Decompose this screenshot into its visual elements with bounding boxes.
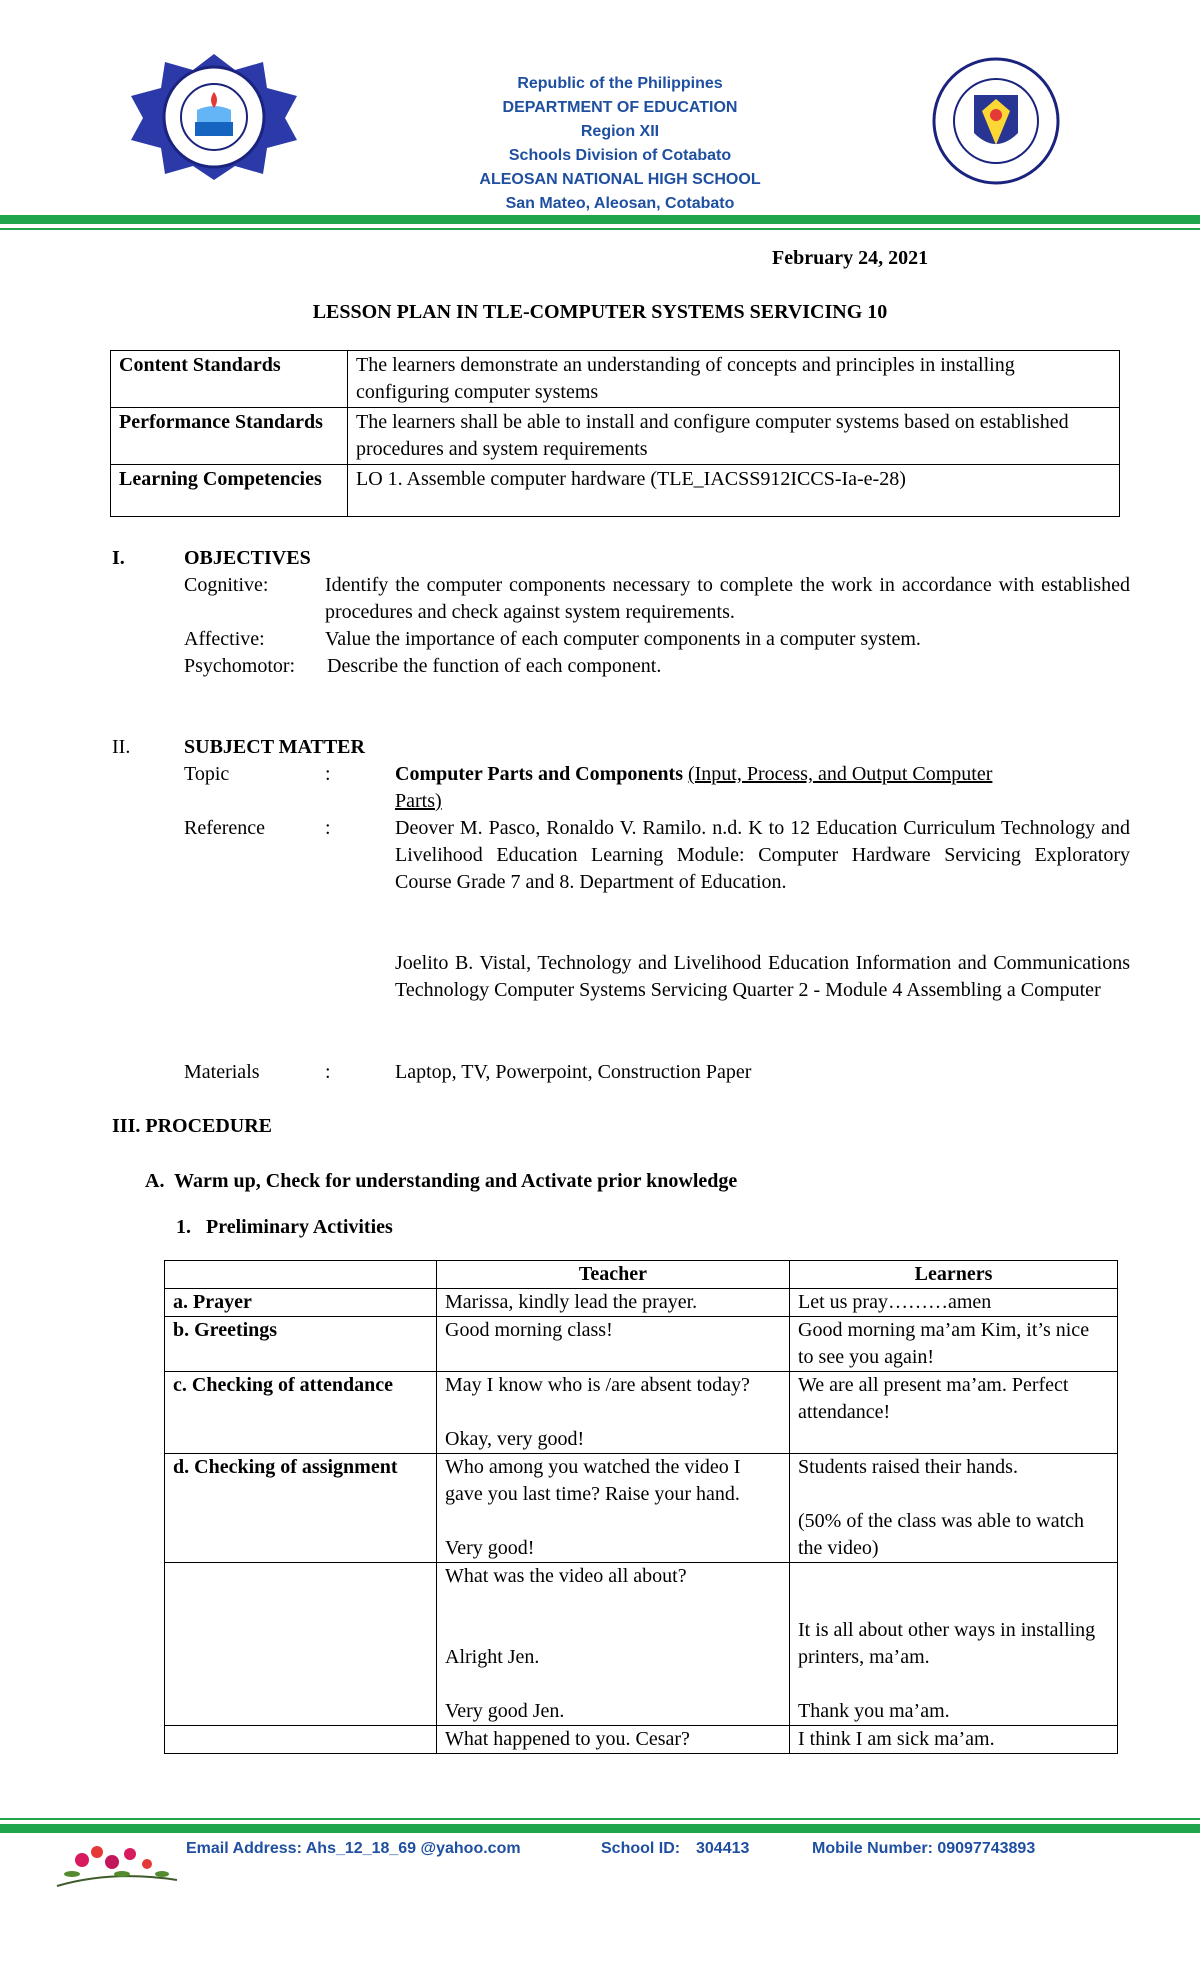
objective-label: Affective: [184,628,265,650]
standards-table [110,350,1120,517]
footer-mobile: Mobile Number: 09097743893 [812,1840,1036,1857]
reference-text: Joelito B. Vistal, Technology and Livelihood Education Information and Communications Technology Computer Systems Servicing Quarter 2 - Module 4 Assembling a Computer [395,952,1130,1001]
footer-email: Email Address: Ahs_12_18_69 @yahoo.com [186,1840,521,1857]
activity-cell: d. Checking of assignment [165,1454,437,1563]
topic-rest: (Input, Process, and Output Computer Parts) [395,763,993,812]
header-divider [0,215,1200,224]
letterhead-line: Region XII [580,123,660,140]
standard-text: LO 1. Assemble computer hardware (TLE_IACSS912ICCS-Ia-e-28) [348,465,1120,517]
document-date: February 24, 2021 [772,247,929,269]
letterhead-line: San Mateo, Aleosan, Cotabato [505,195,735,212]
teacher-cell: What was the video all about? Alright Jen. Very good Jen. [437,1563,790,1726]
activity-cell: c. Checking of attendance [165,1372,437,1454]
topic-value [395,761,1035,815]
table-row [165,1454,1118,1563]
subject-heading: SUBJECT MATTER [184,736,365,758]
objective-label: Cognitive: [184,574,269,596]
teacher-cell: Who among you watched the video I gave you last time? Raise your hand. Very good! [437,1454,790,1563]
subject-number: II. [112,736,131,758]
footer-divider [0,1824,1200,1833]
topic-label: Topic [184,763,230,785]
objectives-heading: OBJECTIVES [184,547,311,569]
activity-cell: b. Greetings [165,1317,437,1372]
learner-cell: Students raised their hands. (50% of the class was able to watch the video) [790,1454,1118,1563]
table-row [165,1563,1118,1726]
flower-decoration-icon [52,1840,182,1892]
column-header: Teacher [437,1261,790,1289]
teacher-cell: Marissa, kindly lead the prayer. [437,1289,790,1317]
activities-table [164,1260,1118,1754]
topic-colon: : [325,763,331,785]
standard-text: The learners demonstrate an understanding of concepts and principles in installing configuring computer systems [348,351,1120,408]
reference-colon: : [325,817,331,839]
footer-school-id-label: School ID: [601,1840,681,1857]
procedure-sub-a: A. Warm up, Check for understanding and Activate prior knowledge [145,1170,738,1192]
teacher-cell: What happened to you. Cesar? [437,1726,790,1754]
procedure-heading: III. PROCEDURE [112,1115,273,1137]
letterhead-line: DEPARTMENT OF EDUCATION [502,99,738,116]
learner-cell: We are all present ma’am. Perfect attendance! [790,1372,1118,1454]
objectives-number: I. [112,547,125,569]
school-seal-logo [125,52,303,182]
letterhead-line: Schools Division of Cotabato [508,147,732,164]
activity-cell: a. Prayer [165,1289,437,1317]
materials-text: Laptop, TV, Powerpoint, Construction Paper [395,1061,752,1083]
learner-cell: Good morning ma’am Kim, it’s nice to see you again! [790,1317,1118,1372]
standard-label: Learning Competencies [111,465,348,517]
column-header [165,1261,437,1289]
activity-cell [165,1726,437,1754]
table-row [111,465,1120,517]
table-row [165,1289,1118,1317]
teacher-cell: May I know who is /are absent today? Okay, very good! [437,1372,790,1454]
standard-text: The learners shall be able to install and configure computer systems based on established procedures and system requirements [348,408,1120,465]
teacher-cell: Good morning class! [437,1317,790,1372]
learner-cell: Let us pray………amen [790,1289,1118,1317]
learner-cell: I think I am sick ma’am. [790,1726,1118,1754]
reference-label: Reference [184,817,266,839]
activity-cell [165,1563,437,1726]
document-title: LESSON PLAN IN TLE-COMPUTER SYSTEMS SERVICING 10 [312,301,888,323]
objective-label: Psychomotor: [184,655,296,677]
table-header-row [165,1261,1118,1289]
learner-cell: It is all about other ways in installing printers, ma’am. Thank you ma’am. [790,1563,1118,1726]
header-divider-thin [0,228,1200,230]
topic-bold: Computer Parts and Components [395,763,683,785]
table-row [165,1317,1118,1372]
objective-text: Describe the function of each component. [327,655,662,677]
letterhead-line: ALEOSAN NATIONAL HIGH SCHOOL [479,171,761,188]
footer-school-id: 304413 [696,1840,750,1857]
letterhead [440,72,800,216]
standard-label: Performance Standards [111,408,348,465]
deped-seal-logo [930,55,1062,187]
materials-colon: : [325,1061,331,1083]
column-header: Learners [790,1261,1118,1289]
table-row [165,1372,1118,1454]
letterhead-line: Republic of the Philippines [517,75,723,92]
table-row [111,408,1120,465]
standard-label: Content Standards [111,351,348,408]
procedure-sub-1: 1. Preliminary Activities [176,1216,393,1238]
table-row [165,1726,1118,1754]
objective-text: Identify the computer components necessary to complete the work in accordance with established procedures and check against system requirements. [325,574,1130,623]
footer-divider-thin [0,1818,1200,1820]
objective-text: Value the importance of each computer components in a computer system. [325,628,921,650]
reference-text: Deover M. Pasco, Ronaldo V. Ramilo. n.d. K to 12 Education Curriculum Technology and Livelihood Education Learning Module: Computer Hardware Servicing Exploratory Course Grade 7 and 8. Department of Education. [395,817,1130,893]
materials-label: Materials [184,1061,260,1083]
table-row [111,351,1120,408]
